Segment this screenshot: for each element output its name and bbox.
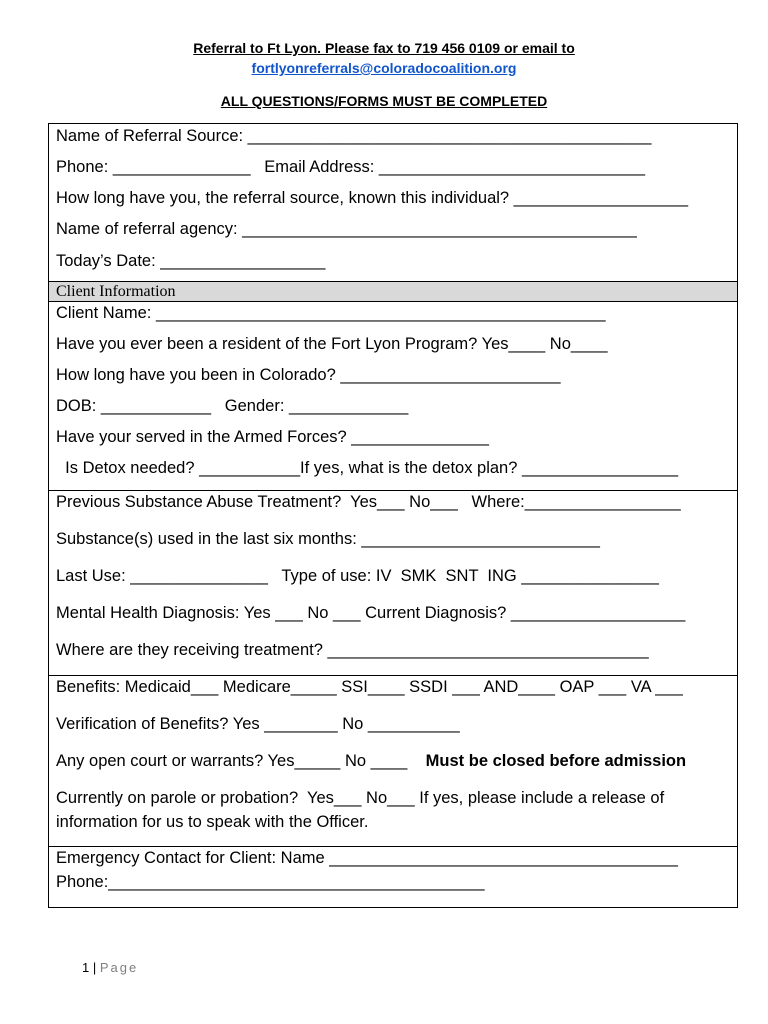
open-court-field[interactable] bbox=[56, 751, 686, 771]
page-footer bbox=[82, 960, 138, 975]
time-in-colorado-field[interactable]: How long have you been in Colorado? ________________________ bbox=[56, 366, 561, 384]
page-label: Page bbox=[99, 960, 139, 975]
client-information-header: Client Information bbox=[49, 281, 737, 302]
emergency-contact-name-field[interactable]: Emergency Contact for Client: Name ______________________________________ bbox=[56, 849, 678, 867]
referral-email-link[interactable]: fortlyonreferrals@coloradocoalition.org bbox=[251, 60, 517, 76]
benefits-section bbox=[49, 675, 737, 846]
page-separator: | bbox=[89, 960, 100, 975]
armed-forces-field[interactable]: Have your served in the Armed Forces? _______________ bbox=[56, 428, 489, 446]
open-court-label: Any open court or warrants? Yes_____ No ____ bbox=[56, 752, 408, 770]
substances-field[interactable]: Substance(s) used in the last six months: __________________________ bbox=[56, 530, 600, 548]
parole-field-line2: information for us to speak with the Officer. bbox=[56, 813, 369, 831]
detox-field[interactable]: Is Detox needed? ___________If yes, what is the detox plan? _________________ bbox=[56, 459, 678, 477]
treatment-section bbox=[49, 490, 737, 675]
notice-all-questions: ALL QUESTIONS/FORMS MUST BE COMPLETED bbox=[220, 93, 548, 109]
dob-gender-field[interactable]: DOB: ____________ Gender: _____________ bbox=[56, 397, 409, 415]
todays-date-field[interactable]: Today’s Date: __________________ bbox=[56, 252, 326, 270]
client-information-section bbox=[49, 302, 737, 490]
referral-form bbox=[48, 123, 738, 908]
benefits-field[interactable]: Benefits: Medicaid___ Medicare_____ SSI____ SSDI ___ AND____ OAP ___ VA ___ bbox=[56, 678, 683, 696]
referral-source-section bbox=[49, 124, 737, 281]
header-email-line bbox=[0, 59, 768, 77]
former-resident-field[interactable]: Have you ever been a resident of the Fort Lyon Program? Yes____ No____ bbox=[56, 335, 608, 353]
known-duration-field[interactable]: How long have you, the referral source, known this individual? ___________________ bbox=[56, 189, 689, 207]
benefits-verification-field[interactable]: Verification of Benefits? Yes ________ No __________ bbox=[56, 715, 460, 733]
court-closed-note: Must be closed before admission bbox=[425, 752, 687, 770]
header-fax-line: Referral to Ft Lyon. Please fax to 719 456 0109 or email to bbox=[193, 40, 575, 56]
referral-source-name-field[interactable]: Name of Referral Source: ____________________________________________ bbox=[56, 127, 652, 145]
parole-field-line1[interactable]: Currently on parole or probation? Yes___ No___ If yes, please include a release of bbox=[56, 789, 665, 807]
treatment-location-field[interactable]: Where are they receiving treatment? ___________________________________ bbox=[56, 641, 649, 659]
referral-phone-email-field[interactable]: Phone: _______________ Email Address: _____________________________ bbox=[56, 158, 646, 176]
last-use-field[interactable]: Last Use: _______________ Type of use: IV SMK SNT ING _______________ bbox=[56, 567, 659, 585]
previous-treatment-field[interactable]: Previous Substance Abuse Treatment? Yes___ No___ Where:_________________ bbox=[56, 493, 681, 511]
emergency-contact-phone-field[interactable]: Phone:_________________________________________ bbox=[56, 873, 485, 891]
referral-agency-field[interactable]: Name of referral agency: ___________________________________________ bbox=[56, 220, 637, 238]
client-name-field[interactable]: Client Name: _________________________________________________ bbox=[56, 304, 606, 322]
mental-health-field[interactable]: Mental Health Diagnosis: Yes ___ No ___ Current Diagnosis? ___________________ bbox=[56, 604, 686, 622]
page-number: 1 bbox=[82, 960, 90, 975]
emergency-contact-section bbox=[49, 846, 737, 907]
